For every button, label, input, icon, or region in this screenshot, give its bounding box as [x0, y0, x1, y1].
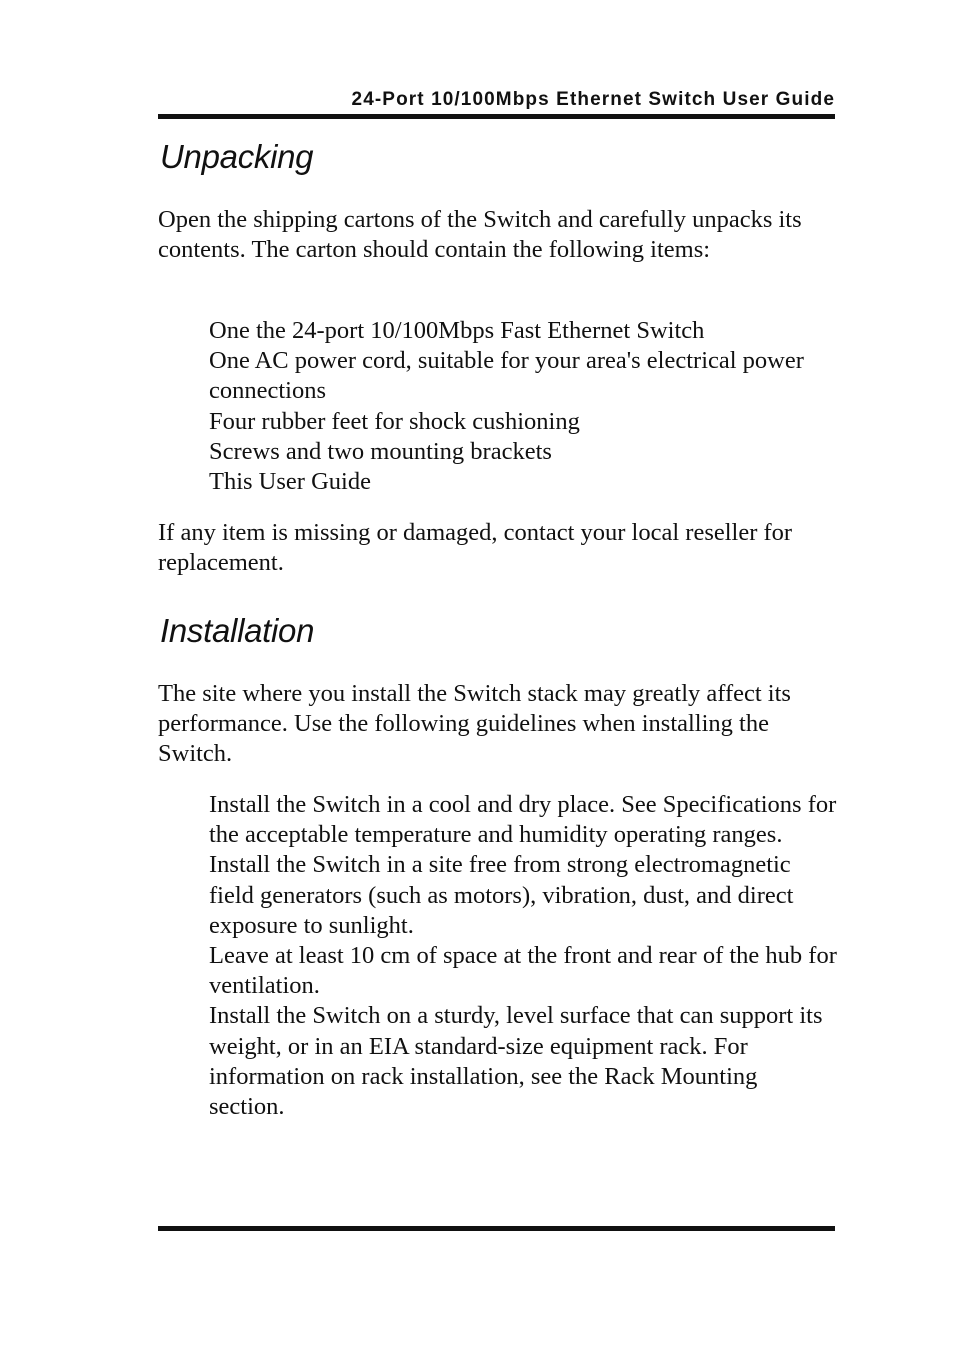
installation-heading: Installation: [160, 612, 315, 649]
footer-rule: [158, 1226, 835, 1231]
list-item: Install the Switch on a sturdy, level surface that can support its weight, or in an EIA standard-size equipment rack. For information on rack installation, see the Rack Mounting section.: [209, 1002, 823, 1121]
list-item: Leave at least 10 cm of space at the front and rear of the hub for ventilation.: [209, 942, 837, 1000]
unpacking-heading: Unpacking: [160, 138, 314, 175]
installation-intro: The site where you install the Switch stack may greatly affect its performance. Use the following guidelines when installing the Switch.: [158, 680, 791, 768]
list-item: Four rubber feet for shock cushioning: [209, 407, 580, 435]
list-item: Install the Switch in a cool and dry place. See Specifications for the acceptable temperature and humidity operating ranges.: [209, 791, 837, 849]
list-item: One the 24-port 10/100Mbps Fast Ethernet Switch: [209, 317, 705, 344]
unpacking-note: If any item is missing or damaged, contact your local reseller for replacement.: [158, 519, 793, 577]
unpacking-intro: Open the shipping cartons of the Switch and carefully unpacks its contents. The carton should contain the following items:: [158, 206, 802, 264]
list-item: This User Guide: [209, 468, 371, 496]
list-item: Screws and two mounting brackets: [209, 437, 552, 465]
list-item: Install the Switch in a site free from strong electromagnetic field generators (such as motors), vibration, dust, and direct exposure to sunlight.: [209, 851, 794, 939]
list-item: One AC power cord, suitable for your area's electrical power connections: [209, 347, 804, 405]
installation-guideline-list: [209, 790, 839, 1122]
header-rule: [158, 114, 835, 119]
unpacking-item-list: [209, 316, 839, 497]
running-header: 24-Port 10/100Mbps Ethernet Switch User Guide: [351, 89, 835, 110]
